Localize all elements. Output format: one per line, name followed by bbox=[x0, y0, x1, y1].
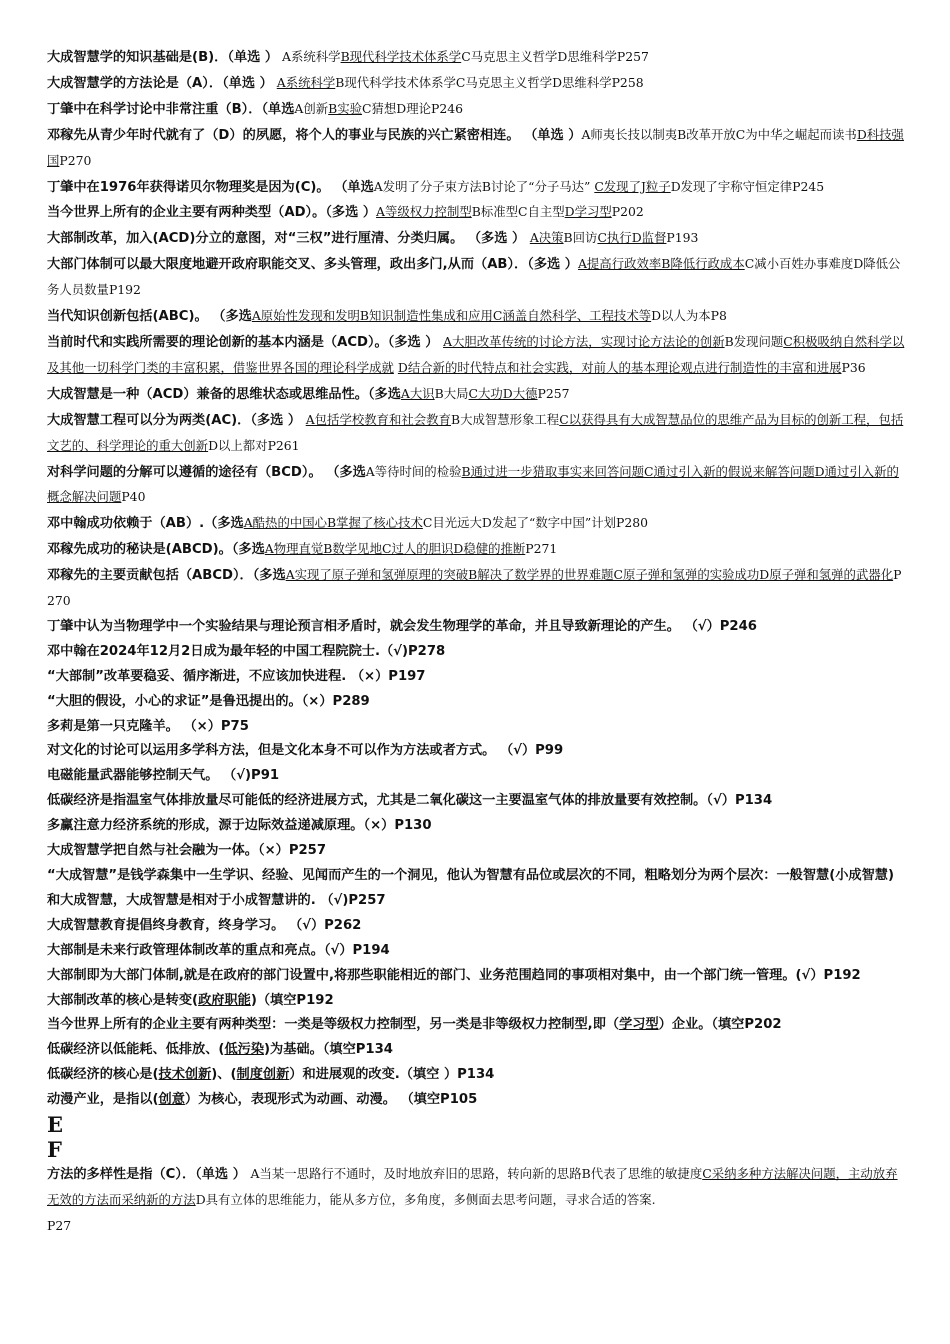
quiz-line bbox=[47, 71, 907, 97]
question-text: ）和进展观的改变.（填空 ）P134 bbox=[289, 1067, 495, 1083]
answer-blank: 低污染 bbox=[224, 1042, 265, 1058]
section-letter: F bbox=[47, 1136, 62, 1162]
option-text: C目光远大D发起了“数字中国”计划P280 bbox=[422, 515, 649, 531]
question-text: 丁肇中在科学讨论中非常注重（B）．（单选 bbox=[47, 101, 295, 117]
question-text: 大成智慧学的方法论是（A）．（单选 ） bbox=[47, 75, 273, 91]
quiz-line bbox=[47, 252, 907, 304]
correct-option: A提高行政效率B降低行政成本 bbox=[577, 256, 745, 272]
option-text: P40 bbox=[121, 489, 146, 505]
question-text: 对科学问题的分解可以遵循的途径有（BCD）。 （多选 bbox=[47, 464, 366, 480]
question-text: 大部制改革的核心是转变( bbox=[47, 992, 199, 1008]
quiz-line bbox=[47, 175, 907, 201]
option-text: B大局 bbox=[434, 385, 469, 401]
question-text: 当前时代和实践所需要的理论创新的基本内涵是（ACD）。（多选 ） bbox=[47, 334, 444, 350]
question-text: 丁肇中认为当物理学中一个实验结果与理论预言相矛盾时，就会发生物理学的革命，并且导致新理论的产生。 （√）P246 bbox=[47, 618, 757, 634]
question-text: 当今世界上所有的企业主要有两种类型（AD）。（多选 ） bbox=[47, 205, 377, 221]
correct-option: D结合新的时代特点和社会实践，对前人的基本理论观点进行制造性的丰富和进展 bbox=[397, 359, 842, 375]
option-text: P36 bbox=[841, 359, 866, 375]
section-heading bbox=[47, 1138, 907, 1163]
quiz-line bbox=[47, 939, 907, 964]
correct-option: B现代科学技术体系学 bbox=[340, 49, 462, 64]
option-text: A系统科学 bbox=[278, 49, 341, 64]
quiz-line bbox=[47, 640, 907, 665]
option-text: C马克思主义哲学D思维科学P257 bbox=[461, 49, 649, 64]
quiz-line bbox=[47, 1162, 907, 1214]
correct-option: B通过进一步猎取事实来回答问题C通过引入新的假说来解答问题D通过引入新的概念解决问题 bbox=[47, 463, 899, 505]
correct-option: C采纳多种方法解决问题，主动放弃无效的方法而采纳新的方法 bbox=[47, 1166, 898, 1207]
question-text: 方法的多样性是指（C）．（单选 ） bbox=[47, 1167, 251, 1183]
quiz-line bbox=[47, 739, 907, 764]
option-text: D以人为本P8 bbox=[651, 308, 727, 324]
question-text: 低碳经济是指温室气体排放量尽可能低的经济进展方式，尤其是二氧化碳这一主要温室气体的排放量要有效控制。（√）P134 bbox=[47, 793, 773, 809]
question-text: 大部制改革，加入(ACD)分立的意图，对“三权”进行厘清、分类归属。 （多选 ） bbox=[47, 231, 530, 247]
option-text: A当某一思路行不通时，及时地放弃旧的思路，转向新的思路B代表了思维的敏捷度 bbox=[250, 1166, 703, 1182]
correct-option: A酷热的中国心B掌握了核心技术 bbox=[243, 515, 423, 531]
question-text: 邓中翰在2024年12月2日成为最年轻的中国工程院院士.（√)P278 bbox=[47, 643, 446, 659]
correct-option: C积极吸纳自然科学以及其他一切科学门类的丰富积累，借鉴世界各国的理论科学成就 bbox=[47, 333, 905, 375]
quiz-line bbox=[47, 989, 907, 1014]
option-text: B标准型C自主型 bbox=[471, 204, 565, 220]
section-letter: E bbox=[47, 1112, 64, 1138]
quiz-line bbox=[47, 839, 907, 864]
quiz-line bbox=[47, 814, 907, 839]
option-text: P193 bbox=[666, 230, 699, 246]
option-text: P257 bbox=[537, 385, 570, 401]
question-text: 大部制是未来行政管理体制改革的重点和亮点。（√）P194 bbox=[47, 942, 390, 958]
correct-option: B实验 bbox=[328, 100, 363, 116]
quiz-line bbox=[47, 864, 907, 914]
document-body bbox=[47, 45, 907, 1239]
question-text: 当今世界上所有的企业主要有两种类型：一类是等级权力控制型，另一类是非等级权力控制型,即（ bbox=[47, 1017, 620, 1033]
question-text: 邓中翰成功依赖于（AB）.（多选 bbox=[47, 516, 244, 532]
correct-option: A原始性发现和发明B知识制造性集成和应用C涵盖自然科学、工程技术等 bbox=[251, 308, 652, 324]
question-text: ）为核心，表现形式为动画、动漫。 （填空P105 bbox=[184, 1092, 478, 1108]
quiz-line bbox=[47, 964, 907, 989]
quiz-line bbox=[47, 1214, 907, 1239]
quiz-line bbox=[47, 408, 907, 460]
question-text: “大胆的假设，小心的求证”是鲁迅提出的。（×）P289 bbox=[47, 693, 370, 709]
quiz-line bbox=[47, 45, 907, 71]
answer-blank: 制度创新 bbox=[236, 1067, 290, 1083]
option-text: B发现问题 bbox=[724, 333, 784, 349]
correct-option: A大识 bbox=[400, 385, 435, 401]
quiz-line bbox=[47, 1063, 907, 1088]
quiz-line bbox=[47, 914, 907, 939]
question-text: 大成智慧工程可以分为两类(AC)．（多选 ） bbox=[47, 412, 306, 428]
quiz-line bbox=[47, 789, 907, 814]
option-text: A创新 bbox=[294, 100, 329, 116]
correct-option: A决策 bbox=[529, 230, 564, 246]
option-text: P27 bbox=[47, 1217, 72, 1233]
correct-option: A大胆改革传统的讨论方法，实现讨论方法论的创新 bbox=[443, 333, 725, 349]
question-text: )（填空P192 bbox=[250, 992, 334, 1008]
correct-option: D学习型 bbox=[564, 204, 612, 220]
quiz-line bbox=[47, 665, 907, 690]
question-text: 邓稼先的主要贡献包括（ABCD）．（多选 bbox=[47, 568, 286, 584]
quiz-line bbox=[47, 226, 907, 252]
quiz-line bbox=[47, 330, 907, 382]
quiz-line bbox=[47, 511, 907, 537]
option-text: P202 bbox=[611, 204, 644, 220]
correct-option: A实现了原子弹和氢弹原理的突破B解决了数学界的世界难题C原子弹和氢弹的实验成功D原子弹和氢弹的武器化 bbox=[285, 567, 894, 583]
question-text: 大成智慧教育提倡终身教育，终身学习。 （√）P262 bbox=[47, 917, 362, 933]
question-text: 大成智慧学把自然与社会融为一体。（×）P257 bbox=[47, 843, 327, 859]
option-text: A师夷长技以制夷B改革开放C为中华之崛起而读书 bbox=[581, 126, 857, 142]
quiz-line bbox=[47, 123, 907, 175]
option-text: P270 bbox=[59, 152, 92, 168]
correct-option: A物理直觉B数学见地C过人的胆识D稳健的推断 bbox=[264, 541, 526, 557]
question-text: ）企业。（填空P202 bbox=[658, 1017, 782, 1033]
quiz-line bbox=[47, 690, 907, 715]
option-text: B现代科学技术体系学C马克思主义哲学D思维科学P258 bbox=[335, 74, 644, 90]
quiz-line bbox=[47, 97, 907, 123]
quiz-line bbox=[47, 1088, 907, 1113]
option-text: B大成智慧形象工程 bbox=[450, 411, 560, 427]
correct-option: A等级权力控制型 bbox=[376, 204, 472, 220]
question-text: “大成智慧”是钱学森集中一生学识、经验、见闻而产生的一个洞见，他认为智慧有品位或层次的不同，粗略划分为两个层次：一般智慧(小成智慧)和大成智慧，大成智慧是相对于小成智慧讲的. （√)P257 bbox=[47, 868, 895, 908]
correct-option: C以获得具有大成智慧品位的思维产品为目标的创新工程，包括文艺的、科学理论的重大创新 bbox=[47, 411, 904, 453]
option-text: B回访 bbox=[563, 230, 598, 246]
question-text: 大成智慧学的知识基础是(B)．（单选 ） bbox=[47, 50, 279, 65]
quiz-line bbox=[47, 382, 907, 408]
question-text: 低碳经济以低能耗、低排放、( bbox=[47, 1042, 225, 1058]
quiz-line bbox=[47, 615, 907, 640]
option-text: P270 bbox=[47, 567, 902, 609]
question-text: 多赢注意力经济系统的形成，源于边际效益递减原理。（×）P130 bbox=[47, 818, 432, 834]
quiz-line bbox=[47, 460, 907, 512]
option-text: D以上都对P261 bbox=[208, 437, 300, 453]
question-text: 多莉是第一只克隆羊。 （×）P75 bbox=[47, 718, 249, 734]
question-text: )为基础。（填空P134 bbox=[264, 1042, 393, 1058]
quiz-line bbox=[47, 537, 907, 563]
question-text: 当代知识创新包括(ABC)。 （多选 bbox=[47, 309, 252, 325]
correct-option: A包括学校教育和社会教育 bbox=[305, 411, 451, 427]
quiz-line bbox=[47, 715, 907, 740]
option-text: A等待时间的检验 bbox=[365, 463, 462, 479]
option-text: D具有立体的思维能力，能从多方位，多角度，多侧面去思考问题，寻求合适的答案. bbox=[195, 1191, 656, 1207]
option-text: C猜想D理论P246 bbox=[362, 100, 464, 116]
quiz-line bbox=[47, 304, 907, 330]
correct-option: C大功D大德 bbox=[468, 385, 538, 401]
question-text: 大成智慧是一种（ACD）兼备的思维状态或思维品性。（多选 bbox=[47, 386, 401, 402]
correct-option: A系统科学 bbox=[276, 74, 336, 90]
question-text: 邓稼先从青少年时代就有了（D）的夙愿，将个人的事业与民族的兴亡紧密相连。 （单选 ） bbox=[47, 127, 582, 143]
question-text: 动漫产业，是指以( bbox=[47, 1092, 159, 1108]
answer-blank: 创意 bbox=[158, 1092, 185, 1108]
question-text: 电磁能量武器能够控制天气。 （√)P91 bbox=[47, 768, 280, 784]
question-text: 对文化的讨论可以运用多学科方法，但是文化本身不可以作为方法或者方式。 （√）P99 bbox=[47, 743, 564, 759]
correct-option: C发现了J粒子 bbox=[594, 178, 671, 194]
question-text: “大部制”改革要稳妥、循序渐进，不应该加快进程. （×）P197 bbox=[47, 668, 426, 684]
option-text: D发现了宇称守恒定律P245 bbox=[670, 178, 825, 194]
quiz-line bbox=[47, 563, 907, 615]
option-text: A发明了分子束方法B讨论了“分子马达” bbox=[373, 178, 595, 194]
option-text: C减小百姓办事难度D降低公务人员数量P192 bbox=[47, 256, 901, 298]
quiz-line bbox=[47, 1038, 907, 1063]
option-text: P271 bbox=[525, 541, 558, 557]
quiz-line bbox=[47, 200, 907, 226]
quiz-line bbox=[47, 764, 907, 789]
answer-blank: 政府职能 bbox=[198, 992, 251, 1008]
quiz-line bbox=[47, 1013, 907, 1038]
correct-option: C执行D监督 bbox=[597, 230, 667, 246]
question-text: )、( bbox=[211, 1067, 237, 1083]
question-text: 大部制即为大部门体制,就是在政府的部门设置中,将那些职能相近的部门、业务范围趋同的事项相对集中，由一个部门统一管理。(√）P192 bbox=[47, 967, 861, 983]
answer-blank: 技术创新 bbox=[158, 1067, 212, 1083]
answer-blank: 学习型 bbox=[619, 1017, 659, 1033]
question-text: 邓稼先成功的秘诀是(ABCD)。（多选 bbox=[47, 542, 265, 558]
question-text: 低碳经济的核心是( bbox=[47, 1067, 159, 1083]
section-heading bbox=[47, 1113, 907, 1138]
correct-option: D科技强国 bbox=[47, 126, 904, 168]
question-text: 丁肇中在1976年获得诺贝尔物理奖是因为(C)。 （单选 bbox=[47, 179, 374, 195]
question-text: 大部门体制可以最大限度地避开政府职能交叉、多头管理，政出多门,从而（AB）．（多选 ） bbox=[47, 257, 578, 273]
